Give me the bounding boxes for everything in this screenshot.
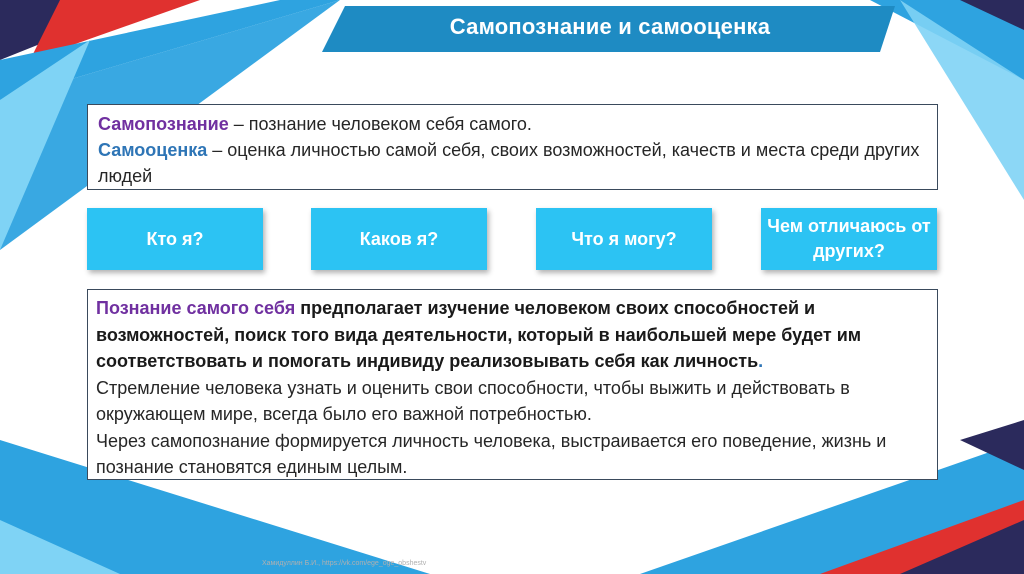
- explanation-bold-paragraph: [96, 295, 929, 375]
- question-what-can-i-do: Что я могу?: [536, 208, 712, 270]
- definition-self-esteem: [98, 137, 927, 189]
- question-what-am-i-like: Каков я?: [311, 208, 487, 270]
- term-self-cognition: Познание самого себя: [96, 298, 296, 318]
- explanation-period: .: [758, 351, 764, 371]
- explanation-card: [87, 289, 938, 480]
- definition-self-esteem-text: – оценка личностью самой себя, своих возможностей, качеств и места среди других людей: [98, 140, 920, 186]
- page-title: Самопознание и самооценка: [449, 14, 771, 39]
- footer-credit: Хамидуллин Б.И., https://vk.com/ege_oge_obshestv: [262, 560, 427, 567]
- definition-self-knowledge-text: – познание человеком себя самого.: [228, 114, 532, 134]
- term-self-knowledge: Самопознание: [98, 114, 229, 134]
- question-how-am-i-different: Чем отличаюсь от других?: [761, 208, 937, 270]
- definitions-card: [87, 104, 938, 190]
- question-who-am-i: Кто я?: [87, 208, 263, 270]
- explanation-paragraph-2: Стремление человека узнать и оценить свои способности, чтобы выжить и действовать в окружающем мире, всегда было его важной потребностью.: [96, 377, 850, 424]
- explanation-bold-text: предполагает изучение человеком своих способностей и возможностей, поиск того вида деятельности, который в наибольшей мере будет им соответствовать и помогать индивиду реализовывать себя как личность: [96, 298, 862, 371]
- definition-self-knowledge: [98, 111, 927, 137]
- explanation-paragraph-3: Через самопознание формируется личность человека, выстраивается его поведение, жизнь и познание становятся единым целым.: [96, 430, 887, 477]
- term-self-esteem: Самооценка: [98, 140, 208, 160]
